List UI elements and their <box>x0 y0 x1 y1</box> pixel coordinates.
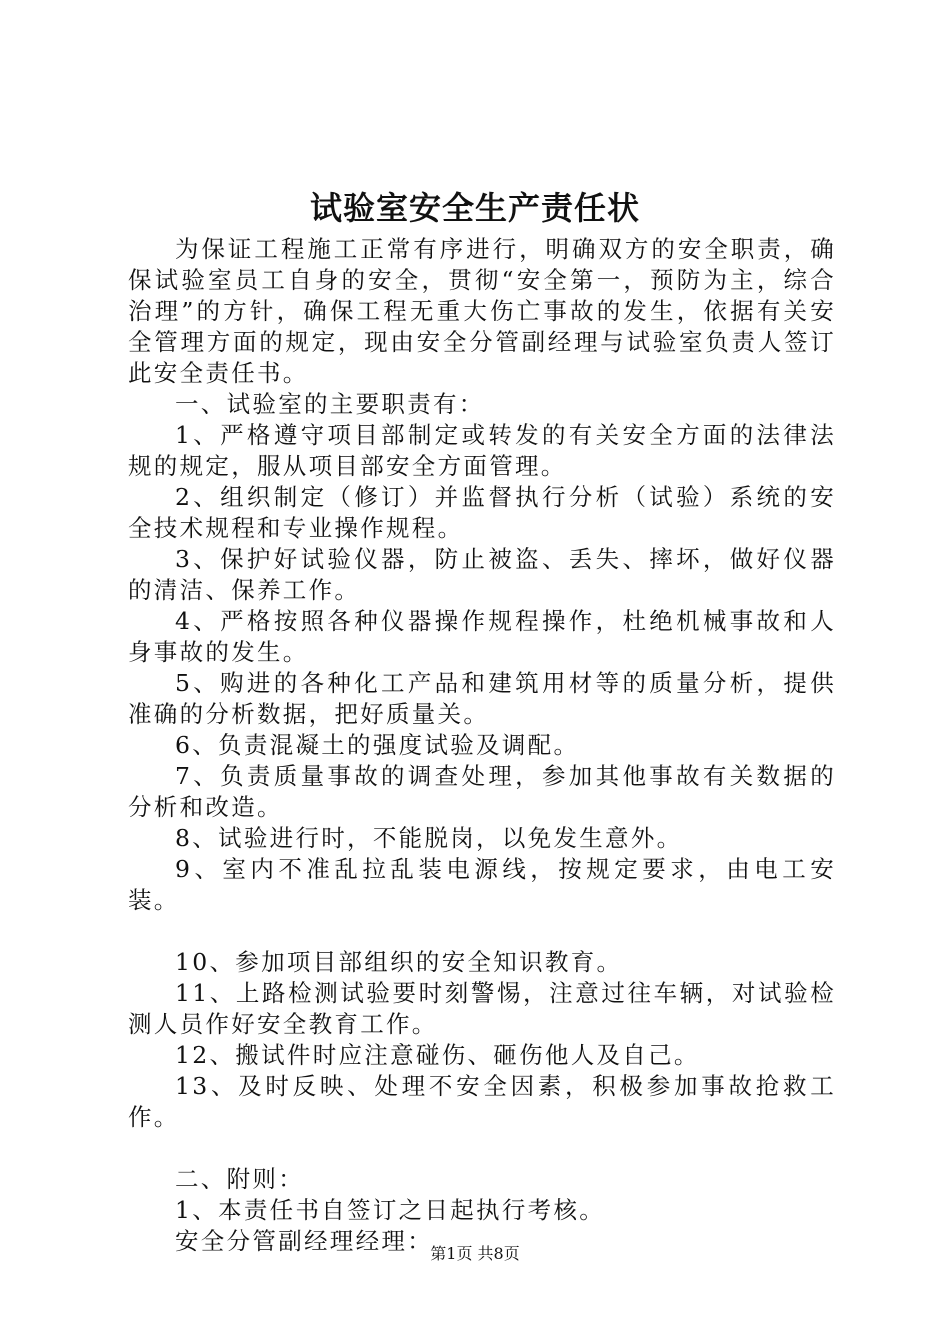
duty-item-4: 4、严格按照各种仪器操作规程操作，杜绝机械事故和人身事故的发生。 <box>128 607 836 666</box>
appendix-item-1: 1、本责任书自签订之日起执行考核。 <box>175 1196 606 1224</box>
duty-item-7: 7、负责质量事故的调查处理，参加其他事故有关数据的分析和改造。 <box>128 762 836 821</box>
duty-item-6: 6、负责混凝土的强度试验及调配。 <box>175 731 580 759</box>
duty-item-11: 11、上路检测试验要时刻警惕，注意过往车辆，对试验检测人员作好安全教育工作。 <box>128 979 836 1038</box>
duty-item-2: 2、组织制定（修订）并监督执行分析（试验）系统的安全技术规程和专业操作规程。 <box>128 483 836 542</box>
duty-item-5: 5、购进的各种化工产品和建筑用材等的质量分析，提供准确的分析数据，把好质量关。 <box>128 669 836 728</box>
duty-item-1: 1、严格遵守项目部制定或转发的有关安全方面的法律法规的规定，服从项目部安全方面管理。 <box>128 421 836 480</box>
duty-item-3: 3、保护好试验仪器，防止被盗、丢失、摔坏，做好仪器的清洁、保养工作。 <box>128 545 836 604</box>
document-body <box>128 234 836 1257</box>
blank-line <box>128 1133 836 1164</box>
page-footer: 第1页 共8页 <box>430 1244 520 1263</box>
duty-item-8: 8、试验进行时，不能脱岗，以免发生意外。 <box>175 824 683 852</box>
document-title: 试验室安全生产责任状 <box>309 189 640 227</box>
duty-item-12: 12、搬试件时应注意碰伤、砸伤他人及自己。 <box>175 1041 700 1069</box>
section-heading-appendix: 二、附则： <box>175 1165 304 1193</box>
duty-item-13: 13、及时反映、处理不安全因素，积极参加事故抢救工作。 <box>128 1072 836 1131</box>
blank-line <box>128 916 836 947</box>
section-heading-duties: 一、试验室的主要职责有： <box>175 390 485 418</box>
signature-line: 安全分管副经理经理： <box>175 1227 433 1255</box>
intro-paragraph: 为保证工程施工正常有序进行，明确双方的安全职责，确保试验室员工自身的安全，贯彻“安全第一，预防为主，综合治理”的方针，确保工程无重大伤亡事故的发生，依据有关安全管理方面的规定，现由安全分管副经理与试验室负责人签订此安全责任书。 <box>128 235 836 387</box>
duty-item-9: 9、室内不准乱拉乱装电源线，按规定要求，由电工安装。 <box>128 855 836 914</box>
duty-item-10: 10、参加项目部组织的安全知识教育。 <box>175 948 623 976</box>
